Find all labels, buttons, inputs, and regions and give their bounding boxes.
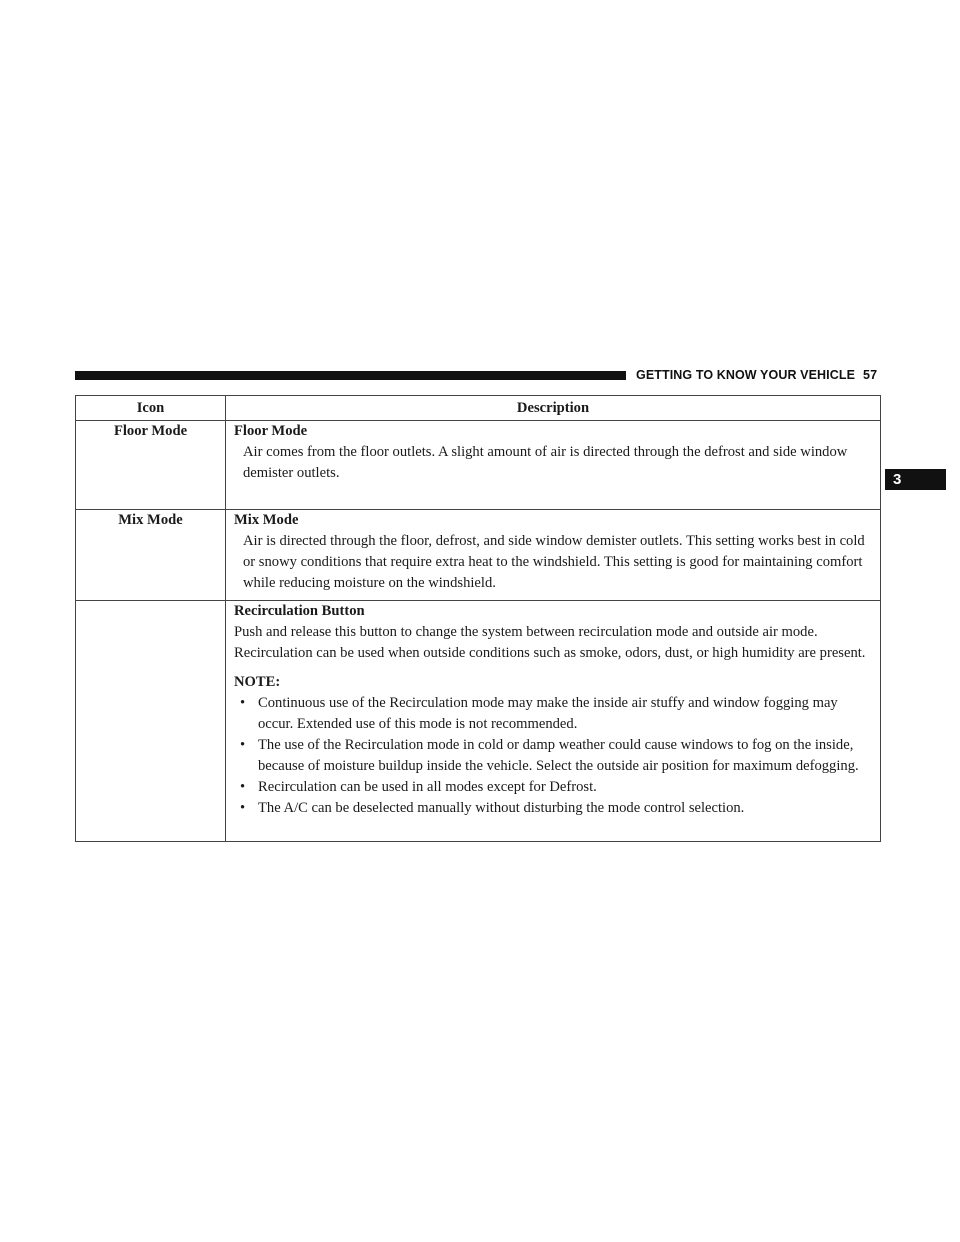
chapter-number: 3	[893, 471, 902, 488]
running-header	[636, 367, 877, 383]
table-row-recirculation	[76, 601, 881, 842]
table-row-floor-mode	[76, 421, 881, 510]
note-list	[234, 693, 872, 819]
bullet-icon: •	[240, 800, 246, 816]
chapter-tab	[885, 469, 946, 490]
note-text: Recirculation can be used in all modes except for Defrost.	[258, 779, 597, 795]
description-body: Air comes from the floor outlets. A slight amount of air is directed through the defrost and side window demister outlets.	[243, 444, 848, 481]
table-row-mix-mode	[76, 510, 881, 601]
note-text: Continuous use of the Recirculation mode may make the inside air stuffy and window fogging may occur. Extended use of this mode is not recommended.	[258, 695, 838, 732]
list-item	[234, 798, 872, 819]
icon-cell: Mix Mode	[76, 510, 226, 601]
column-header-description: Description	[226, 396, 881, 421]
description-title: Mix Mode	[234, 512, 299, 528]
table-header-row	[76, 396, 881, 421]
description-title: Recirculation Button	[234, 603, 365, 619]
page-number: 57	[863, 368, 878, 382]
description-title: Floor Mode	[234, 423, 308, 439]
section-title: GETTING TO KNOW YOUR VEHICLE	[636, 368, 856, 382]
note-text: The use of the Recirculation mode in cold or damp weather could cause windows to fog on the inside, because of moisture buildup inside the vehicle. Select the outside air position for maximum defogging.	[258, 737, 859, 774]
description-cell	[226, 510, 881, 601]
description-cell	[226, 601, 881, 842]
list-item	[234, 735, 872, 777]
description-body: Push and release this button to change the system between recirculation mode and outside air mode. Recirculation can be used when outside conditions such as smoke, odors, dust, or high humidity are present.	[234, 624, 866, 661]
description-body: Air is directed through the floor, defrost, and side window demister outlets. This setting works best in cold or snowy conditions that require extra heat to the windshield. This setting is good for maintaining comfort while reducing moisture on the windshield.	[243, 533, 865, 591]
column-header-icon: Icon	[76, 396, 226, 421]
header-rule	[75, 371, 626, 380]
climate-mode-table	[75, 395, 881, 842]
description-cell	[226, 421, 881, 510]
bullet-icon: •	[240, 695, 246, 711]
icon-cell	[76, 601, 226, 842]
bullet-icon: •	[240, 779, 246, 795]
bullet-icon: •	[240, 737, 246, 753]
note-text: The A/C can be deselected manually without disturbing the mode control selection.	[258, 800, 745, 816]
list-item	[234, 777, 872, 798]
note-label: NOTE:	[234, 674, 281, 690]
icon-cell: Floor Mode	[76, 421, 226, 510]
list-item	[234, 693, 872, 735]
